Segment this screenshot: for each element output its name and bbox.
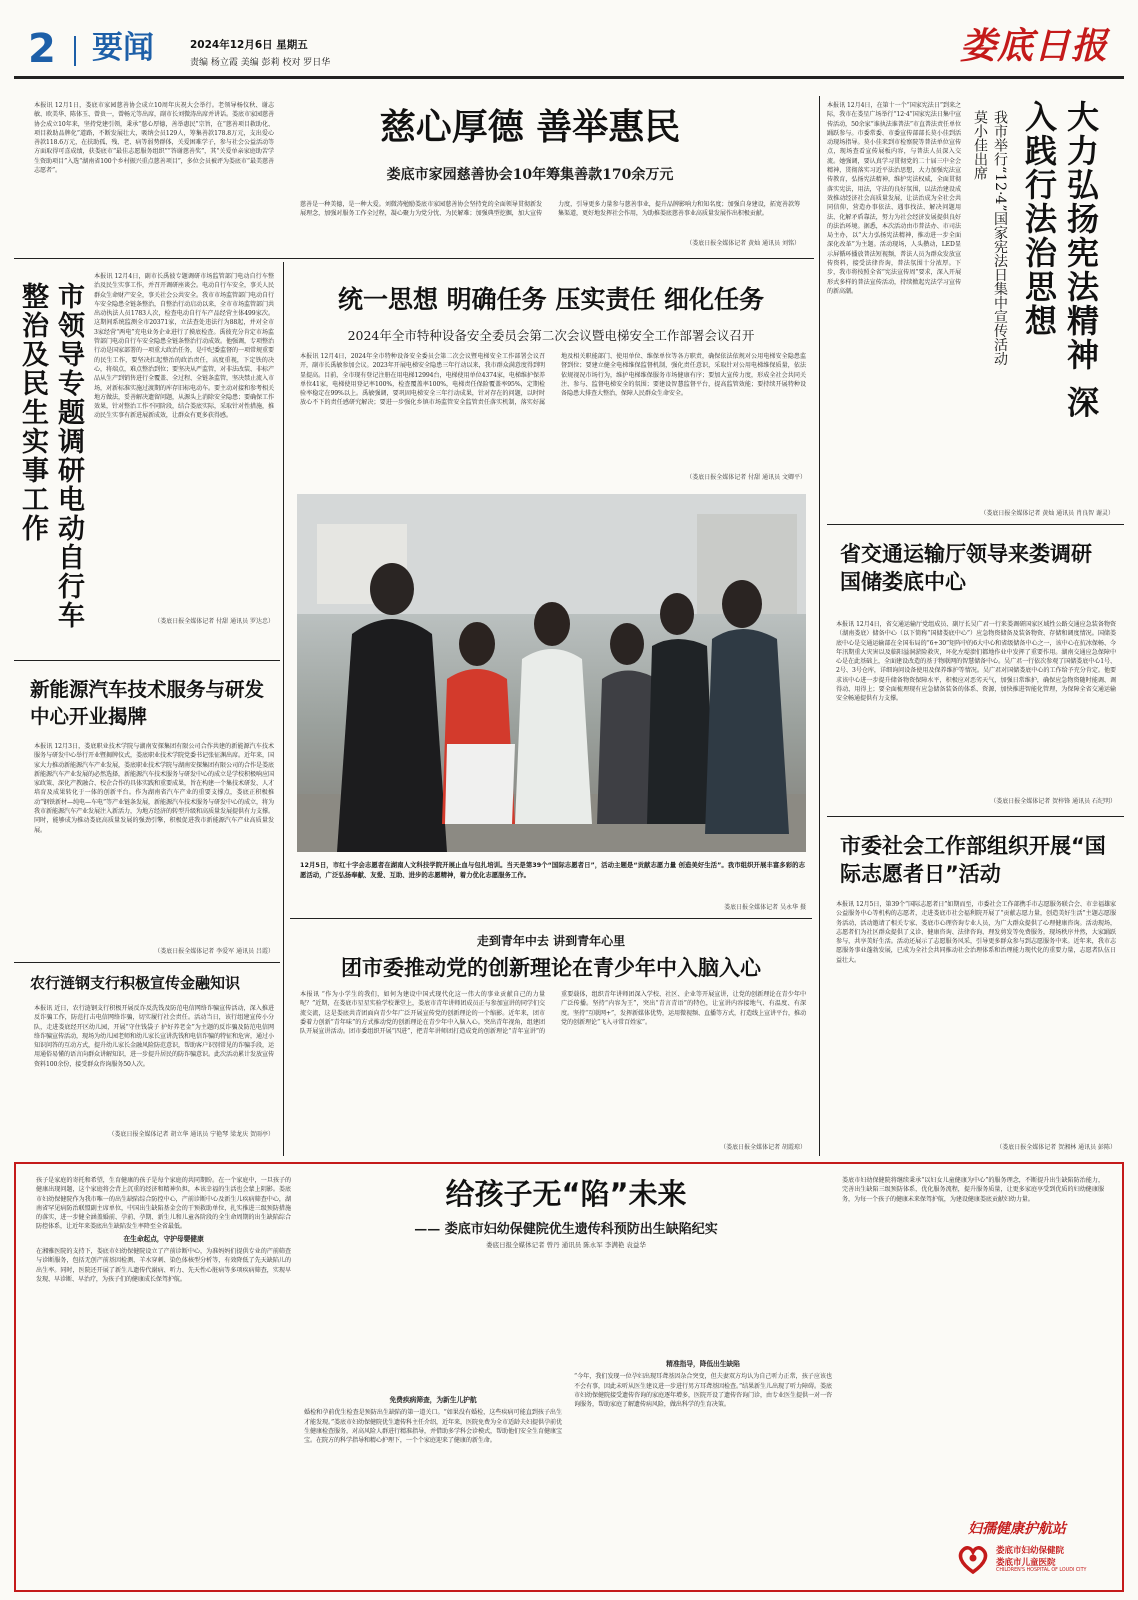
issue-date: 2024年12月6日 星期五 xyxy=(190,39,308,51)
law-body-top xyxy=(827,101,961,431)
news-photo xyxy=(297,494,806,852)
health-col3 xyxy=(574,1256,832,1586)
photo-illustration xyxy=(297,494,806,852)
transport-body: 本报讯 12月4日，省交通运输厅党组成员、副厅长吴广君一行来娄调研国家区域性公路交通应急装备物资（湖南娄底）储备中心（以下简称“国储娄底中心”）应急物资储备及装备物资、存储和调度情况。国储娄底中心是交通运输部在全国布局的“6+30”矩阵中的6大中心和省级储备中心之一，该中心在抗冰保畅、今年汛期重大灾害以及临阳溢洞淤险救灾，坏化左堤溃们都地作业中发挥了重要作用。湖南交通应急保障中心是在此基础上，全面建设改造的基于物联网的智慧储备中心。吴广君一行依次参观了国储娄底中心1号、2号、3号仓库，详细询问设备使用及保养维护等情况。吴广君对国储娄底中心的工作给予充分肯定。他要求该中心进一步提升储备物资保障水平，积极应对恶劣天气，加强日常维护，确保应急物资随时能调、调得动、用得上；要全面梳理现有应急储备装备的体系、资源，加快推进智能化管理，为保障全省交通运输安全畅通提供有力支撑。 xyxy=(836,621,1116,703)
transport-headline: 省交通运输厅领导来娄调研国储娄底中心 xyxy=(840,542,1092,594)
sponsor-name-2: 娄底市儿童医院 xyxy=(996,1558,1056,1568)
page-number: 2 xyxy=(28,26,56,72)
ev-byline: （娄底日报全媒体记者 李爱军 通讯员 吕霞） xyxy=(154,948,274,955)
transport-byline: （娄底日报全媒体记者 贺梓锋 通讯员 石纪明） xyxy=(990,798,1116,805)
charity-body: 慈善是一种美德，是一种大爱。刘微涛勉励娄底市家园慈善协会坚持党的全面领导贯彻新发展理念，加强对服务工作全过程，凝心聚力为党分忧、为民解难；加强典型挖掘，加大宣传力度，引导更多力量参与慈善事业，提升品牌影响力和知名度；加强自身建设，拓宽善款筹集渠道，更好地发挥社会作用，为助推娄底慈善事业高质量发展作出积极贡献。 xyxy=(300,201,800,218)
youth-byline: （娄底日报全媒体记者 胡霞琼） xyxy=(720,1144,806,1151)
sponsor-name: 娄底市妇幼保健院 xyxy=(996,1546,1065,1556)
health-col2-text: 婚检和孕前优生检查是预防出生缺陷的第一道关口。“如果没有婚检，这些疾病可能直到孩子出生才能发现。”娄底市妇幼保健院优生遗传科主任介绍，近年来，医院免费为全市适龄夫妇提供孕前优生健康检查服务，对高风险人群进行精准指导，并借助多学科会诊模式，帮助他们安全生育健康宝宝。在院方的科学指导和精心护理下，一个个家庭迎来了健康的新生命。 xyxy=(304,1409,562,1445)
article-charity-intro xyxy=(34,101,274,249)
health-headline: 给孩子无“陷”未来 xyxy=(445,1177,687,1211)
health-section-heading: 免费疾病筛查，为新生儿护航 xyxy=(389,1396,477,1404)
sponsor-slogan: 妇孺健康护航站 xyxy=(968,1521,1066,1537)
bank-byline: （娄底日报全媒体记者 胡立华 通讯员 宁艳琴 梁龙庆 贺雨亭） xyxy=(108,1131,274,1138)
health-col1-text: 孩子是家庭的寄托和希望，生育健康的孩子是每个家庭的共同期盼。在一个家庭中，一旦孩子的健康出现问题，这个家庭将会背上沉重的经济和精神负担，本该幸福的生活也会蒙上阴影。娄底市妇幼保健院作为我市唯一的出生缺陷综合防控中心，产前诊断中心及新生儿疾病筛查中心，湖南省罕见病防治联盟副主席单位，中国出生缺陷基金会的干预救助单位，扎实推进三级预防措施的落实，进一步健全涵盖婚前、孕前、孕期、新生儿和儿童各阶段的全生命周期的出生缺陷综合防控体系，让近年来娄底出生缺陷发生率降至全省最低。 xyxy=(36,1177,291,1231)
health-col4-text: 娄底市妇幼保健院将继续秉承“以妇女儿童健康为中心”的服务理念，不断提升出生缺陷防治能力，完善出生缺陷三级预防体系，优化服务流程，提升服务质量，让更多家庭享受到优质的妇幼健康服务，为每一个孩子的健康未来保驾护航，为建设健康娄底贡献妇幼力量。 xyxy=(842,1177,1104,1203)
elevator-body: 本报讯 12月4日，2024年全市特种设备安全委员会第二次会议暨电梯安全工作部署会议召开，副市长禹敏参加会议。2023年开展电梯安全隐患三年行动以来，我市群众满意度得到明显提高。目前，全市现有登记注册在用电梯12994台，电梯使用单位4374家，电梯维护保养单位41家，电梯使用登记率100%，检查覆盖率100%，电梯责任保险覆盖率95%，定期检验率稳定在99%以上。禹敏强调，要巩固电梯安全三年行动成果，针对存在的问题，以时时放心不下的责任感研究解决；要进一步强化乡镇市场监管安全监管责任落实机制，落实好属地及相关职能部门、使用单位、维保单位等各方职责，确保依法依规对公用电梯安全隐患监督到位；要建立健全电梯维保监督机制，强化责任意识，采取针对公用电梯维保质量，依法依规视况市场行为，维护电梯维保服务市场健康有序；要加大宣传力度，形成全社会共同关注、参与、监督电梯安全的氛围；要建设智慧监督平台，提高监管效能；要持续开展特种设备隐患大排查大整治，保障人民群众生命安全。 xyxy=(300,353,806,407)
bank-body: 本报讯 近日，农行涟钢支行积极开展反诈反洗钱及防范电信网络诈骗宣传活动，深入推进反诈骗工作，防范打击电信网络诈骗，切实履行社会责任。活动当日，该行组建宣传小分队，走进娄底经开区幼儿园，开展“守住钱袋子 护好养老金”为主题的反诈骗及防范电信网络诈骗宣传活动，现场为幼儿园老师和幼儿家长宣讲洗钱和电信诈骗的特征和危害，通过小知识问答的互动方式，提升幼儿家长金融风险防范意识，帮助客户识别常见的诈骗手段，运用通俗易懂的语言向群众讲解知识，进一步提升居民的防诈骗意识。此次活动累计发放宣传资料100余份，接受群众咨询服务50人次。 xyxy=(34,1005,274,1068)
ev-headline: 新能源汽车技术服务与研发中心开业揭牌 xyxy=(30,678,265,728)
health-section-heading: 在生命起点，守护母婴健康 xyxy=(123,1234,204,1243)
divider xyxy=(290,918,812,919)
survey-headline: 市领导专题调研电动自行车整治及民生实事工作 xyxy=(17,282,84,630)
youth-kicker: 走到青年中去 讲到青年心里 xyxy=(476,934,626,948)
divider xyxy=(14,258,814,259)
health-col3-text: “今年，我们发现一位孕妇出现耳聋基因杂合突变，但夫妻双方均认为自己听力正常，孩子应该也不会有事，因此未听从医生建议进一步进行男方耳聋基因检查。”结果新生儿出现了听力障碍。娄底市妇幼保健院接受遗传咨询的家庭逐年增多，医院开设了遗传咨询门诊，由专业医生提供一对一咨询服务，帮助家庭了解遗传病风险，做出科学的生育决策。 xyxy=(574,1373,832,1409)
masthead-rule xyxy=(14,76,1124,79)
health-reporters: 娄底日报全媒体记者 曾丹 通讯员 陈永军 李满艳 袁益华 xyxy=(486,1241,646,1249)
health-col4 xyxy=(842,1176,1104,1492)
law-headline: 大力弘扬宪法精神 深入践行法治思想 xyxy=(1020,100,1100,420)
youth-headline: 团市委推动党的创新理论在青少年中入脑入心 xyxy=(341,956,761,980)
bank-headline: 农行涟钢支行积极宣传金融知识 xyxy=(30,974,241,992)
hospital-logo-icon xyxy=(956,1542,990,1576)
photo-credit: 娄底日报全媒体记者 吴永华 摄 xyxy=(724,904,806,911)
law-subheadline: 我市举行“12·4”国家宪法日集中宣传活动 莫小佳出席 xyxy=(972,110,1008,366)
volunteer-body: 本报讯 12月5日，第39个“国际志愿者日”如期而至，市委社会工作部携手市志愿服务联合会、市幸福雄家公益服务中心等机构的志愿者，走进娄底市社会福利院开展了“贡献志愿力量，创造美好生活”主题志愿服务活动，活动邀请了相关专家、娄底市心理咨询专业人员，为广大群众提供了心理健康咨询。活动现场，志愿者们为社区群众提供了义诊、健康咨询、法律咨询、理发剪发等免费服务，现场秩序井然，大家踊跃参与，共享美好生活。活动还展示了志愿服务风采，引导更多群众参与到志愿服务中来。近年来，我市志愿服务事业蓬勃发展，已成为全社会共同推动社会治理体系和治理能力现代化的重要力量，志愿者队伍日益壮大。 xyxy=(836,901,1116,964)
health-col1 xyxy=(36,1176,291,1586)
law-body-text: 本报讯 12月4日，在第十一个“国家宪法日”到来之际，我市在娄星广场举行“12·4”国家宪法日集中宣传活动，50余家“谁执法谁普法”市直普法责任单位踊跃参与。市委常委、市委宣传部部长莫小佳到活动现场指导。莫小佳来到市检察院等普法单位宣传点，现场查看宣传展板内容，与普法人员深入交流。她强调，要认真学习贯彻党的二十届三中全会精神，贯彻落实习近平法治思想，大力加强宪法宣传教育，弘扬宪法精神，维护宪法权威，全面贯彻落实宪法，用法，守法的良好氛围，以法治建设成效推动经济社会高质量发展，让法治成为全社会共同信仰，营造办事依法、遇事找法、解决问题用法、化解矛盾靠法，努力为社会经济发展提供良好的法治环境。据悉，本次活动由市普法办、市司法局主办，以“大力弘扬宪法精神，推动进一步全面深化改革”为主题。活动现场，人头攒动，LED显示屏循环播放普法短视频，普法人员为群众发放宣传资料，接受法律咨询，普法氛围十分浓厚。下步，我市将按照全省“宪法宣传周”要求，深入开展形式多样的普法宣传活动，持续掀起宪法学习宣传的新高潮。 xyxy=(827,102,961,295)
paper-logo: 娄底日报 xyxy=(960,25,1109,67)
photo-caption: 12月5日，市红十字会志愿者在湖南人文科技学院开展止血与包扎培训。当天是第39个“国际志愿者日”，活动主题是“贡献志愿力量 创造美好生活”。我市组织开展丰富多彩的志愿活动，广泛弘扬奉献、友爱、互助、进步的志愿精神，着力优化志愿服务工作。 xyxy=(300,861,805,879)
masthead xyxy=(0,0,1138,84)
editor-credits: 责编 杨立霞 美编 彭莉 校对 罗日华 xyxy=(190,58,331,68)
survey-body: 本报讯 12月4日，副市长禹彼专题调研市场监管部门电动自行车整治及民生实事工作，并召开调研座谈会。电动自行车安全，事关人民群众生命财产安全，事关社会公共安全。我市市场监管部门电动自行车安全隐患全链条整治，自整治行动启动以来，全市市场监管部门共出动执法人员1783人次，检查电动自行车产品经营主体499家次。这期间系统监测全市20371家，立法查处违法行为88起，并对全市3家经营“两电”充电业务企业进行了摸底检查。禹彼充分肯定市场监管部门电动自行车安全隐患全链条整治行动成效。他强调，专项整治行动是国家部署的一项重大政治任务，是中纪委监督的一项常规重要的民生工作，要坚决扛起整治的政治责任，高度重视，下定铁的决心，将端点，难点整治到位；要坚决从严监管，对非法改装、非标产品从生产到销售进行全覆盖、全过程、全链条监管，坚决禁止流入市场，对新标准实施过渡期的库存旧标电动车。要主动对接和参考相关地方做法，妥善解决遗留问题，从源头上消除安全隐患；要确保工作效果，针对整治工作不同阶段，结合娄底实际，采取针对性措施，推动民生实事有新进展新成效，让群众有更多获得感。 xyxy=(94,273,274,420)
divider xyxy=(819,96,820,1156)
health-section-heading: 精准指导，降低出生缺陷 xyxy=(666,1360,740,1368)
section-title: 要闻 xyxy=(92,30,154,66)
sponsor-name-en: CHILDREN'S HOSPITAL OF LOUDI CITY xyxy=(996,1568,1087,1573)
charity-headline: 慈心厚德 善举惠民 xyxy=(379,107,681,148)
survey-byline: （娄底日报全媒体记者 付甜 通讯员 罗达忠） xyxy=(154,618,274,625)
elevator-subheadline: 2024年全市特种设备安全委员会第二次会议暨电梯安全工作部署会议召开 xyxy=(347,328,755,343)
divider xyxy=(14,962,280,963)
ev-body: 本报讯 12月3日，娄底职业技术学院与湖南安探集团有限公司合作共建的新能源汽车技术服务与研发中心举行开业暨揭牌仪式，娄底职业技术学院党委书记张征渊出席。近年来，国家大力推动新能源汽车产业发展，娄底职业技术学院与湖南安探集团有限公司的合作是娄底新能源汽车产业发展的必然选择，新能源汽车技术服务与研发中心的成立是学校积极响应国家政策、深化产教融合、校企合作的具体实践和重要成果，旨在构建一个集技术研发、人才培育及成果转化于一体的创新平台。作为湖南省汽车产业的重要支撑点，娄底正积极推动“钢铁新材—纯电—车电”等产业链条发展，新能源汽车技术服务与研发中心的成立，将为我市新能源汽车产业发展注入新活力，为地方经济的转型升级和高质量发展提供有力支撑。同时，能够成为推动娄底高质量发展的强劲引擎，积极促进我市新能源汽车产业高质量发展。 xyxy=(34,743,274,834)
health-col1b-text: 在湘雅医院的支持下，娄底市妇幼保健院设立了产前诊断中心，为准妈妈们提供专业的产前筛查与诊断服务，包括无创产前基因检测、羊水穿刺、染色体核型分析等，有效降低了先天缺陷儿的出生率。同时，医院还开展了新生儿遗传代谢病、听力、先天性心脏病等多项疾病筛查，实现早发现、早诊断、早治疗，为孩子们的健康成长保驾护航。 xyxy=(36,1248,291,1283)
divider xyxy=(827,524,1124,525)
volunteer-byline: （娄底日报全媒体记者 贺湘林 通讯员 彭陈） xyxy=(996,1144,1116,1151)
divider xyxy=(14,660,280,661)
charity-subheadline: 娄底市家园慈善协会10年筹集善款170余万元 xyxy=(386,167,674,183)
law-byline: （娄底日报全媒体记者 黄灿 通讯员 肖良智 谢灵） xyxy=(980,510,1114,517)
section-divider xyxy=(74,36,76,66)
health-col2 xyxy=(304,1256,562,1586)
health-subheadline: —— 娄底市妇幼保健院优生遗传科预防出生缺陷纪实 xyxy=(414,1222,718,1237)
volunteer-headline: 市委社会工作部组织开展“国际志愿者日”活动 xyxy=(840,834,1106,886)
elevator-byline: （娄底日报全媒体记者 付甜 通讯员 文卿平） xyxy=(686,474,806,481)
charity-byline: （娄底日报全媒体记者 黄灿 通讯员 刘铭） xyxy=(686,240,800,247)
elevator-headline: 统一思想 明确任务 压实责任 细化任务 xyxy=(337,285,765,314)
divider xyxy=(283,262,284,1156)
law-body-bottom xyxy=(836,434,1114,510)
divider xyxy=(827,816,1124,817)
youth-body: 本报讯 “作为小学生的我们，如何为建设中国式现代化这一伟大的事业贡献自己的力量呢？”近期，在娄底市星星实验学校课堂上，娄底市青年讲师团成员正与参加宣讲的同学们交流交流，这是娄底共青团面向青少年广泛开展宣传党的创新理论的一个缩影。近年来，团市委着力创新“青年味”的方式推动党的创新理论在青少年中入脑入心。突出青年视角，组建团队开展宣讲活动。团市委组织开展“四进”，把青年讲师团打造成党的创新理论“青年宣讲”的重要载体，组织青年讲师团深入学校、社区、企业等开展宣讲，让党的创新理论在青少年中广泛传播。坚持“内容为王”，突出“青言青语”的特色，让宣讲内容接地气、有温度、有深度。坚持“互联网+”，发挥新媒体优势，运用微视频、直播等方式，打造线上宣讲平台，推动党的创新理论“飞入寻常百姓家”。 xyxy=(300,991,806,1036)
article-text: 本报讯 12月1日，娄底市家园慈善协会成立10周年庆祝大会举行。老领导杨仪秋、谢志敏、欧美华、陈体玉、曾贵一，曾畅元等出席，副市长刘微涛出席并讲话。娄底市家园慈善协会成立10年来，坚持党建引领，秉承“慈心厚德，善举惠民”宗旨，在“慈善项目救助化、项目救助品牌化”道路，不断发展壮大，吸纳会员129人，筹集善款178.8万元，支出爱心善款118.6万元，在扶助孤、残、老、病等弱势群体，关爱困难学子，参与社会公益活动等方面取得可喜成绩，获娄底市“最佳志愿服务组织”“答谢慈善奖”，其“关爱单亲家庭助苦学生资助项目”入选“湖南省100个乡村振兴重点慈善项目”，多位会员被评为娄底市“最美慈善志愿者”。 xyxy=(34,102,274,175)
health-feature-box xyxy=(14,1162,1124,1592)
